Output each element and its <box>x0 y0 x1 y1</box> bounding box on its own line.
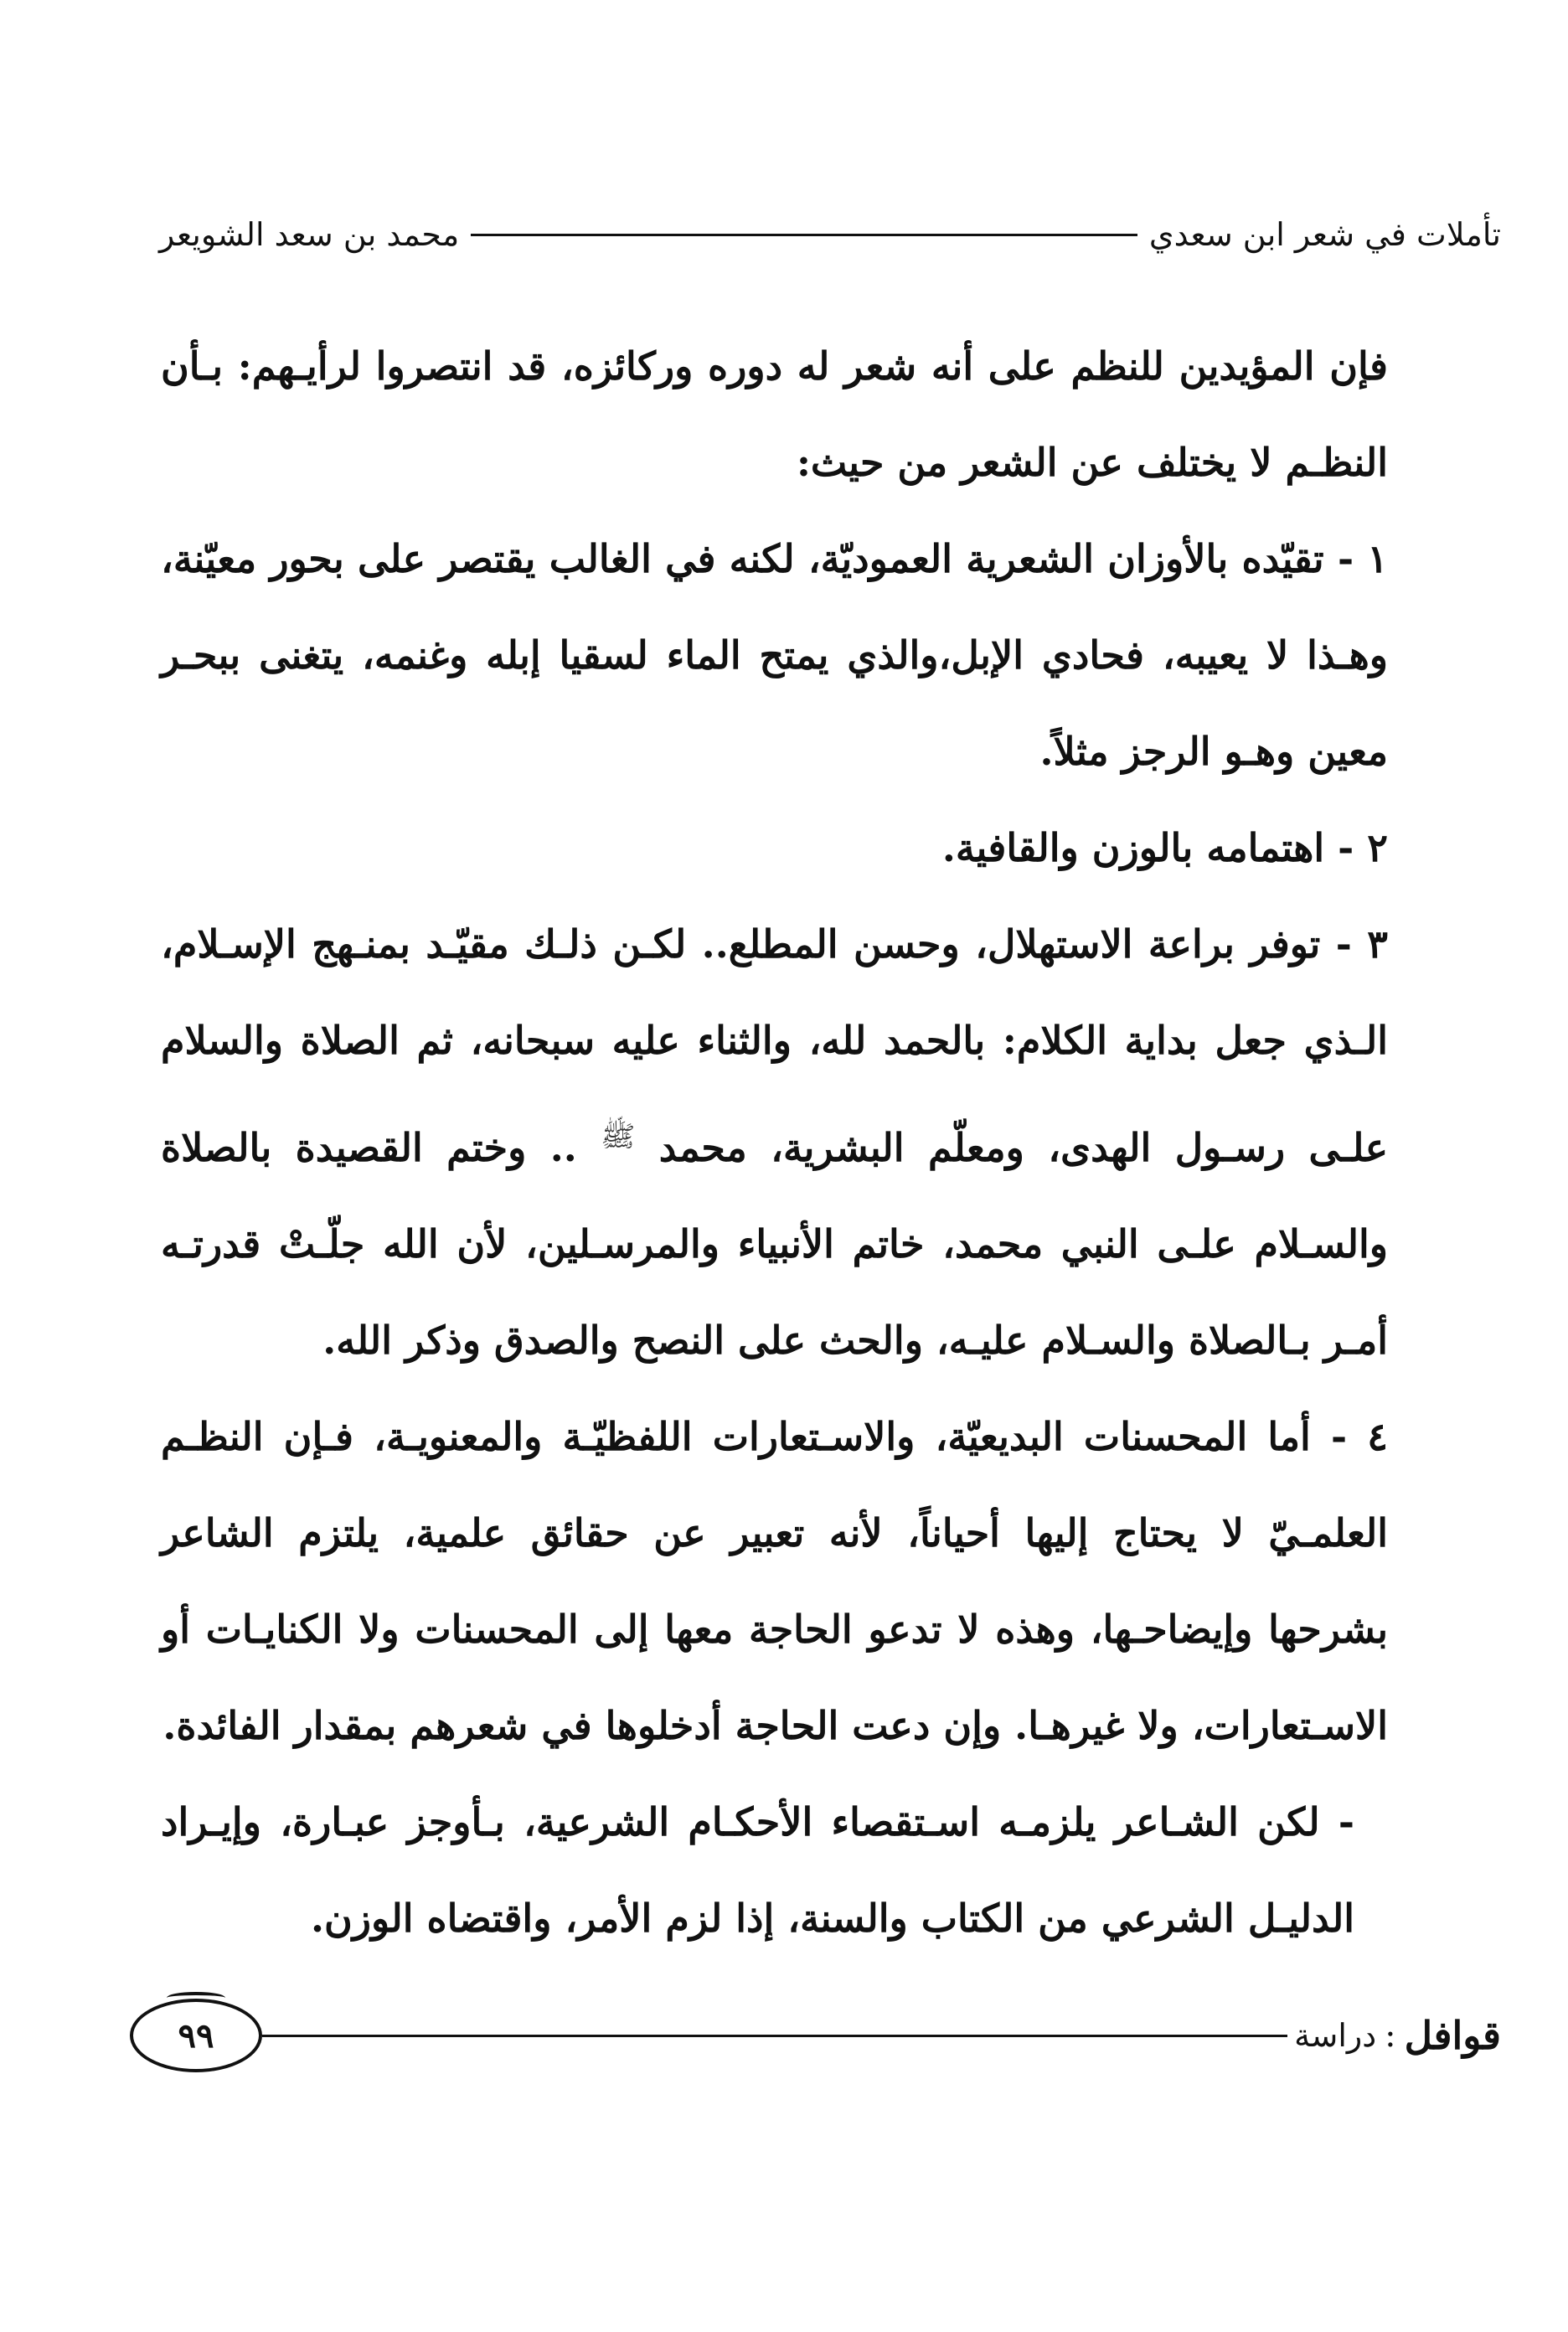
paragraph-point-1: ١ - تقيّده بالأوزان الشعرية العموديّة، لكنه في الغالب يقتصر على بحور معيّنة، وهـذا لا يعيبه، فحادي الإبل،والذي يمتح الماء لسقيا إبله وغنمه، يتغنى ببحـر معين وهـو الرجز مثلاً. <box>161 536 1388 774</box>
body-text <box>161 318 1388 1967</box>
header-rule <box>471 234 1137 236</box>
point-3-text-a: ٣ - توفر براعة الاستهلال، وحسن المطلع.. لكـن ذلـك مقيّـد بمنـهج الإسـلام، الـذي جعل بداية الكلام: بالحمد لله، والثناء عليه سبحانه، ثم الصلاة والسلام علـى رسـول الهدى، ومعلّم البشرية، محمد <box>161 921 1389 1170</box>
paragraph-intro: فإن المؤيدين للنظم على أنه شعر له دوره وركائزه، قد انتصروا لرأيـهم: بـأن النظـم لا يختلف عن الشعر من حيث: <box>161 343 1388 485</box>
paragraph-note: - لكن الشـاعر يلزمـه اسـتقصاء الأحكـام الشرعية، بـأوجز عبـارة، وإيـراد الدليـل الشرعي من الكتاب والسنة، إذا لزم الأمر، واقتضاه الوزن. <box>161 1799 1354 1941</box>
footer-subtitle: دراسة <box>1294 2017 1377 2054</box>
pbuh-glyph-icon: ﷺ <box>601 1120 636 1153</box>
footer-brand: قوافل <box>1404 2013 1501 2058</box>
paragraph-point-4: ٤ - أما المحسنات البديعيّة، والاسـتعارات اللفظيّـة والمعنويـة، فـإن النظـم العلمـيّ لا يحتاج إليها أحياناً، لأنه تعبير عن حقائق علمية، يلتزم الشاعر بشرحها وإيضاحـها، وهذه لا تدعو الحاجة معها إلى المحسنات ولا الكنايـات أو الاسـتعارات، ولا غيرهـا. وإن دعت الحاجة أدخلوها في شعرهم بمقدار الفائدة. <box>161 1414 1388 1748</box>
header-author: محمد بن سعد الشويعر <box>159 216 460 253</box>
paragraph-point-3 <box>161 896 1388 1389</box>
paragraph-point-2: ٢ - اهتمامه بالوزن والقافية. <box>941 825 1388 870</box>
page-number: ٩٩ <box>178 2015 214 2056</box>
footer-separator: : <box>1385 2016 1396 2055</box>
point-3-text-b: .. وختم القصيدة بالصلاة والسـلام علـى النبي محمد، خاتم الأنبياء والمرسـلين، لأن الله جلّـتْ قدرتـه أمـر بـالصلاة والسـلام عليـه، والحث على النصح والصدق وذكر الله. <box>161 1125 1388 1363</box>
footer-rule <box>262 2035 1287 2037</box>
running-header <box>159 201 1501 268</box>
header-book-title: تأملات في شعر ابن سعدي <box>1148 216 1501 253</box>
page-number-badge <box>130 1999 262 2072</box>
running-footer <box>130 1989 1501 2082</box>
